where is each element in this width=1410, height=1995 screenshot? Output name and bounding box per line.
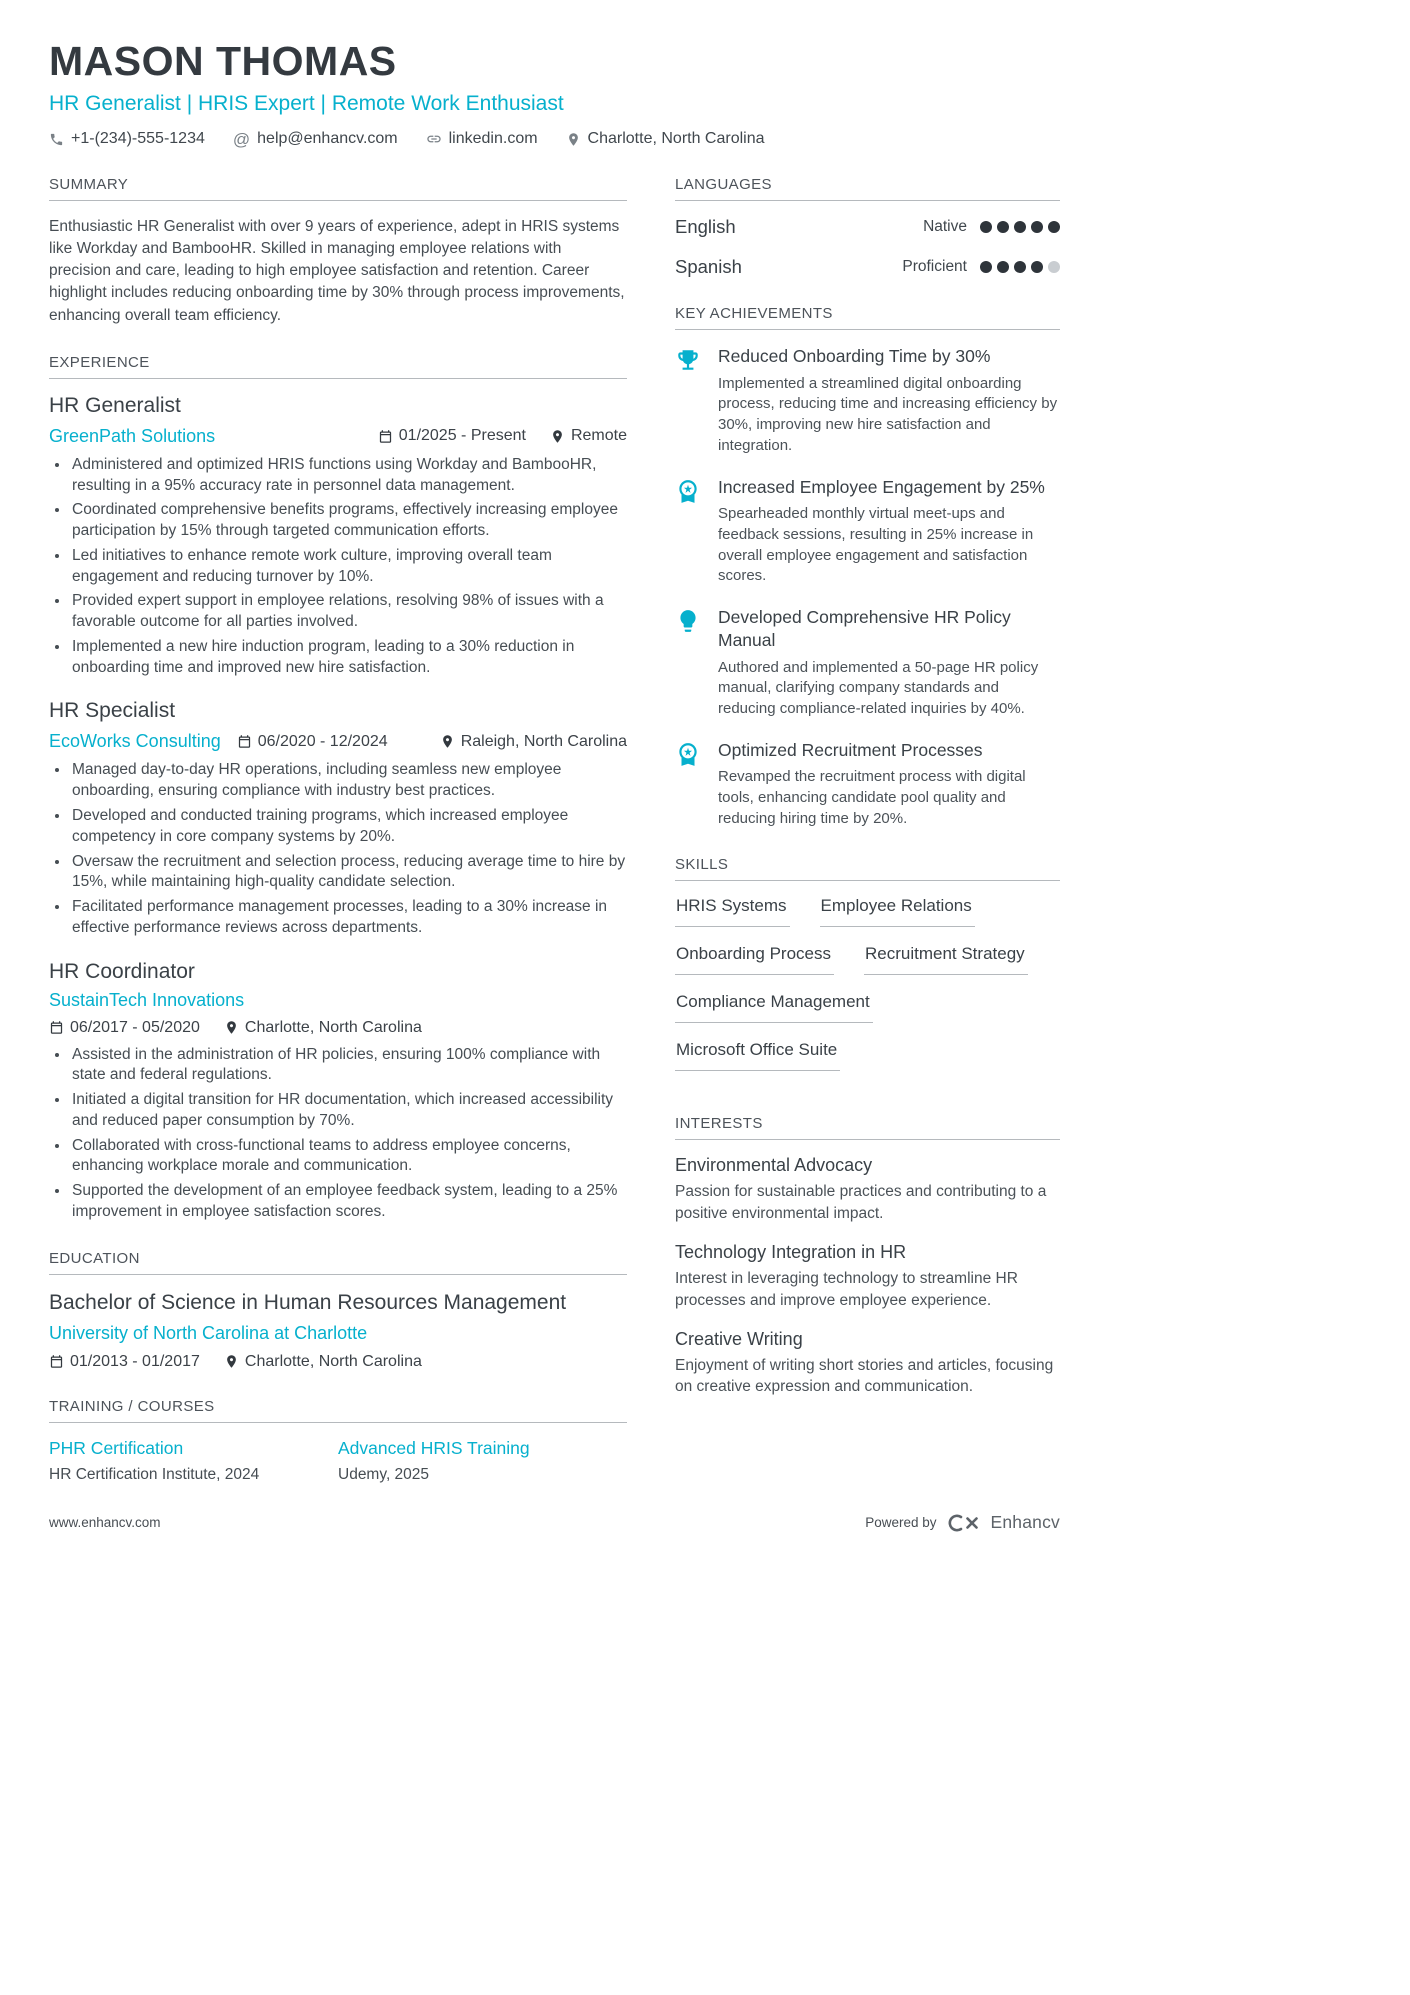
job-meta-row: [49, 1019, 627, 1037]
achievement-title: Optimized Recruitment Processes: [718, 739, 983, 760]
job-location-text: Remote: [570, 427, 627, 445]
achievement-entry: [675, 476, 1060, 588]
achievement-entry: [675, 345, 1060, 457]
experience-bullet: • Facilitated performance management processes, leading to a 30% increase in effective performance reviews across departments.: [70, 897, 627, 939]
experience-entry: [49, 394, 627, 679]
experience-bullet: • Led initiatives to enhance remote work culture, improving overall team engagement and reducing turnover by 10%.: [70, 546, 627, 588]
interest-text: Interest in leveraging technology to streamline HR processes and improve employee experience.: [675, 1270, 1018, 1309]
course-entry: [49, 1438, 338, 1484]
experience-bullet: • Initiated a digital transition for HR documentation, which increased accessibility and reduced paper consumption by 70%.: [70, 1090, 627, 1132]
experience-bullet: • Collaborated with cross-functional teams to address employee concerns, enhancing workplace morale and communication.: [70, 1136, 627, 1178]
skills-heading: SKILLS: [675, 856, 1060, 881]
achievement-text: Spearheaded monthly virtual meet-ups and feedback sessions, resulting in 25% increase in overall employee engagement and satisfaction scores.: [718, 505, 1034, 585]
rating-dot: [1014, 261, 1026, 273]
powered-by-group: [865, 1512, 1060, 1533]
email-contact[interactable]: [233, 130, 398, 148]
achievements-heading: KEY ACHIEVEMENTS: [675, 305, 1060, 330]
job-location-text: Charlotte, North Carolina: [244, 1018, 422, 1036]
school-name: University of North Carolina at Charlotte: [49, 1322, 368, 1343]
location-icon: [224, 1354, 239, 1369]
education-location-text: Charlotte, North Carolina: [244, 1352, 422, 1370]
location-contact: [566, 130, 765, 148]
achievement-entry: [675, 606, 1060, 720]
location-icon: [440, 734, 455, 749]
phone-contact[interactable]: [49, 130, 205, 148]
rating-dot: [1031, 261, 1043, 273]
education-meta-row: [49, 1353, 627, 1371]
page-footer: [49, 1512, 1060, 1533]
education-section: [49, 1250, 627, 1371]
achievement-text: Authored and implemented a 50-page HR policy manual, clarifying company standards and reducing compliance-related inquiries by 40%.: [718, 658, 1039, 717]
rating-dot: [997, 221, 1009, 233]
phone-icon: [49, 132, 64, 147]
language-level: Proficient: [902, 258, 967, 275]
skill-item: Employee Relations: [820, 896, 975, 927]
location-icon: [224, 1020, 239, 1035]
experience-bullet: • Provided expert support in employee relations, resolving 98% of issues with a favorable outcome for all parties involved.: [70, 591, 627, 633]
email-address: help@enhancv.com: [257, 130, 398, 147]
education-heading: EDUCATION: [49, 1250, 627, 1275]
interests-section: [675, 1115, 1060, 1397]
enhancv-logo-icon: [946, 1514, 980, 1532]
calendar-icon: [237, 734, 252, 749]
calendar-icon: [49, 1354, 64, 1369]
job-title: HR Generalist: [49, 393, 181, 417]
interest-entry: [675, 1155, 1060, 1224]
company-name: SustainTech Innovations: [49, 989, 245, 1010]
experience-bullet: • Managed day-to-day HR operations, including seamless new employee onboarding, ensuring compliance with industry best practices.: [70, 760, 627, 802]
rating-dot: [980, 221, 992, 233]
skill-item: Recruitment Strategy: [864, 944, 1028, 975]
degree-title: Bachelor of Science in Human Resources Management: [49, 1290, 567, 1314]
contact-row: [49, 130, 1060, 148]
skill-item: Compliance Management: [675, 992, 873, 1023]
resume-header: [49, 38, 1060, 148]
job-dates-text: 06/2017 - 05/2020: [70, 1018, 200, 1036]
skill-item: Onboarding Process: [675, 944, 834, 975]
experience-section: [49, 354, 627, 1223]
language-name: English: [675, 216, 736, 237]
experience-bullet: • Assisted in the administration of HR policies, ensuring 100% compliance with state and federal regulations.: [70, 1045, 627, 1087]
candidate-title: HR Generalist | HRIS Expert | Remote Work Enthusiast: [49, 92, 564, 115]
education-location: [224, 1353, 422, 1371]
skill-list: [675, 896, 1060, 1088]
language-level: Native: [923, 218, 967, 235]
rating-dot: [1048, 261, 1060, 273]
summary-text: Enthusiastic HR Generalist with over 9 years of experience, adept in HRIS systems like Workday and BambooHR. Skilled in managing employee relations with precision and care, leading to high employee satisfaction and retention. Career highlight includes reducing onboarding time by 30% through process improvements, enhancing overall team efficiency.: [49, 218, 625, 324]
job-dates-text: 01/2025 - Present: [398, 427, 526, 445]
job-meta-row: [49, 731, 627, 752]
candidate-name: MASON THOMAS: [49, 38, 397, 84]
rating-dot: [1048, 221, 1060, 233]
interest-text: Passion for sustainable practices and contributing to a positive environmental impact.: [675, 1183, 1047, 1222]
summary-section: [49, 176, 627, 327]
job-bullets: [49, 1045, 627, 1223]
location-text: Charlotte, North Carolina: [587, 130, 765, 147]
course-provider: HR Certification Institute, 2024: [49, 1465, 260, 1483]
company-name: EcoWorks Consulting: [49, 731, 221, 752]
link-icon: [426, 131, 442, 147]
job-company-row: [49, 990, 627, 1011]
location-icon: [550, 429, 565, 444]
training-heading: TRAINING / COURSES: [49, 1398, 627, 1423]
language-row: [675, 256, 1060, 278]
course-title: PHR Certification: [49, 1437, 184, 1458]
job-dates: [378, 427, 526, 445]
lightbulb-icon: [675, 606, 701, 720]
course-list: [49, 1438, 627, 1484]
rating-dot: [980, 261, 992, 273]
achievement-text: Revamped the recruitment process with digital tools, enhancing candidate pool quality and reducing hiring time by 20%.: [718, 768, 1026, 827]
interests-heading: INTERESTS: [675, 1115, 1060, 1140]
experience-heading: EXPERIENCE: [49, 354, 627, 379]
footer-website[interactable]: www.enhancv.com: [49, 1515, 161, 1530]
interest-title: Creative Writing: [675, 1328, 803, 1349]
linkedin-text: linkedin.com: [448, 130, 538, 147]
languages-section: [675, 176, 1060, 278]
location-icon: [566, 132, 581, 147]
experience-bullet: • Developed and conducted training programs, which increased employee competency in core company systems by 20%.: [70, 806, 627, 848]
course-title: Advanced HRIS Training: [338, 1437, 530, 1458]
phone-number: +1-(234)-555-1234: [71, 130, 205, 147]
interest-entry: [675, 1329, 1060, 1398]
interest-entry: [675, 1242, 1060, 1311]
language-row: [675, 216, 1060, 238]
experience-bullet: • Implemented a new hire induction program, leading to a 30% reduction in onboarding time and improved new hire satisfaction.: [70, 637, 627, 679]
job-location: [440, 733, 627, 751]
job-dates: [49, 1019, 200, 1037]
powered-by-label: Powered by: [865, 1515, 937, 1530]
achievement-title: Developed Comprehensive HR Policy Manual: [718, 607, 1011, 650]
education-dates: [49, 1353, 200, 1371]
interest-text: Enjoyment of writing short stories and articles, focusing on creative expression and communication.: [675, 1356, 1054, 1396]
enhancv-brand-name: Enhancv: [990, 1512, 1060, 1532]
job-meta-row: [49, 426, 627, 447]
language-name: Spanish: [675, 256, 742, 277]
skills-section: [675, 856, 1060, 1088]
course-provider: Udemy, 2025: [338, 1465, 430, 1483]
trophy-icon: [675, 345, 701, 457]
linkedin-contact[interactable]: [426, 130, 538, 148]
rating-dot: [997, 261, 1009, 273]
achievement-title: Reduced Onboarding Time by 30%: [718, 346, 991, 366]
job-bullets: [49, 760, 627, 938]
achievements-section: [675, 305, 1060, 829]
rating-dot: [1031, 221, 1043, 233]
achievement-title: Increased Employee Engagement by 25%: [718, 476, 1045, 497]
course-entry: [338, 1438, 627, 1484]
job-location: [550, 427, 627, 445]
training-section: [49, 1398, 627, 1484]
job-dates: [237, 733, 388, 751]
skill-item: Microsoft Office Suite: [675, 1040, 840, 1071]
resume-page: [49, 38, 1060, 1511]
experience-entry: [49, 699, 627, 938]
experience-bullet: • Coordinated comprehensive benefits programs, effectively increasing employee participation by 15% through targeted communication efforts.: [70, 500, 627, 542]
medal-icon: [675, 476, 701, 588]
language-rating: [980, 221, 1060, 233]
experience-entry: [49, 960, 627, 1223]
email-icon: @: [232, 129, 251, 149]
company-name: GreenPath Solutions: [49, 425, 216, 446]
experience-bullet: • Administered and optimized HRIS functions using Workday and BambooHR, resulting in a 95% accuracy rate in personnel data management.: [70, 455, 627, 497]
experience-bullet: • Oversaw the recruitment and selection process, reducing average time to hire by 15%, while maintaining high-quality candidate selection.: [70, 852, 627, 894]
skill-item: HRIS Systems: [675, 896, 790, 927]
interest-title: Environmental Advocacy: [675, 1155, 873, 1176]
education-dates-text: 01/2013 - 01/2017: [70, 1352, 200, 1370]
rating-dot: [1014, 221, 1026, 233]
interest-title: Technology Integration in HR: [675, 1242, 907, 1263]
experience-bullet: • Supported the development of an employee feedback system, leading to a 25% improvement in employee satisfaction scores.: [70, 1181, 627, 1223]
language-rating: [980, 261, 1060, 273]
summary-heading: SUMMARY: [49, 176, 627, 201]
right-column: [675, 176, 1060, 1511]
job-title: HR Specialist: [49, 699, 176, 723]
job-location: [224, 1019, 422, 1037]
medal-icon: [675, 739, 701, 830]
calendar-icon: [378, 429, 393, 444]
achievement-text: Implemented a streamlined digital onboarding process, reducing time and increasing efficiency by 30%, improving new hire satisfaction and integration.: [718, 374, 1058, 454]
languages-heading: LANGUAGES: [675, 176, 1060, 201]
job-location-text: Raleigh, North Carolina: [460, 732, 627, 750]
job-title: HR Coordinator: [49, 959, 195, 983]
achievement-entry: [675, 739, 1060, 830]
left-column: [49, 176, 627, 1511]
calendar-icon: [49, 1020, 64, 1035]
job-bullets: [49, 455, 627, 679]
job-dates-text: 06/2020 - 12/2024: [257, 732, 388, 750]
